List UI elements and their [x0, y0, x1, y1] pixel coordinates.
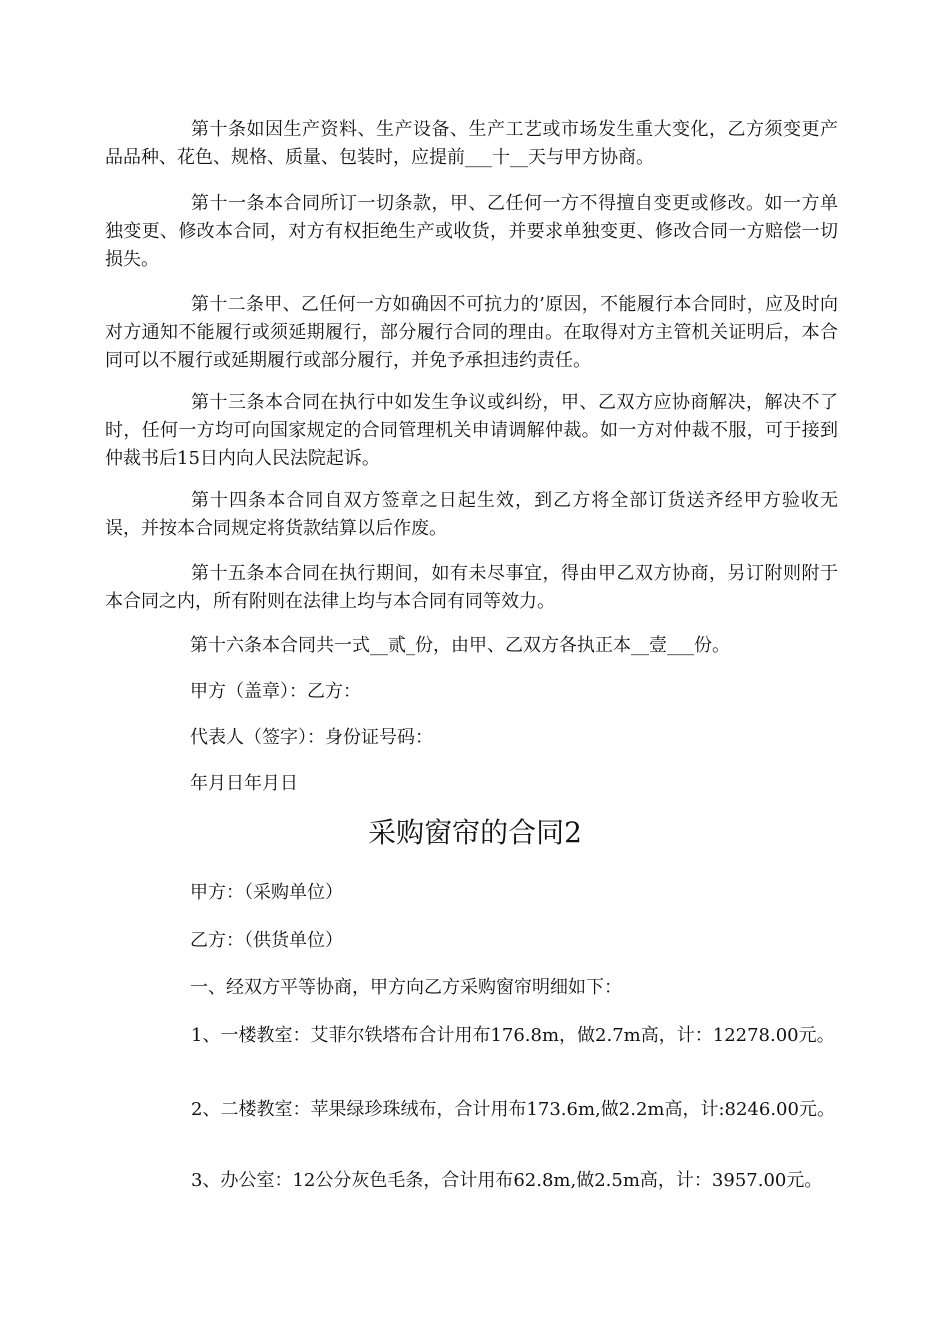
purchase-item-2: 2、二楼教室：苹果绿珍珠绒布，合计用布173.6m,做2.2m高，计:8246.00元。: [191, 1099, 835, 1120]
clause-12: 第十二条甲、乙任何一方如确因不可抗力的’原因，不能履行本合同时，应及时向对方通知不能履行或须延期履行，部分履行合同的理由。在取得对方主管机关证明后，本合同可以不履行或延期履行或部分履行，并免予承担违约责任。: [105, 294, 838, 371]
clause-10: 第十条如因生产资料、生产设备、生产工艺或市场发生重大变化，乙方须变更产品品种、花色、规格、质量、包装时，应提前___十__天与甲方协商。: [105, 119, 838, 168]
purchase-intro: 一、经双方平等协商，甲方向乙方采购窗帘明细如下：: [190, 977, 622, 998]
contract-2-title: 采购窗帘的合同2: [368, 816, 582, 849]
signature-dates: 年月日年月日: [190, 773, 298, 794]
clause-11: 第十一条本合同所订一切条款，甲、乙任何一方不得擅自变更或修改。如一方单独变更、修改本合同，对方有权拒绝生产或收货，并要求单独变更、修改合同一方赔偿一切损失。: [105, 193, 838, 270]
clause-13: 第十三条本合同在执行中如发生争议或纠纷，甲、乙双方应协商解决，解决不了时，任何一方均可向国家规定的合同管理机关申请调解仲裁。如一方对仲裁不服，可于接到仲裁书后15日内向人民法院起诉。: [105, 392, 838, 469]
signature-representatives: 代表人（签字）：身份证号码：: [190, 727, 433, 748]
clause-14: 第十四条本合同自双方签章之日起生效，到乙方将全部订货送齐经甲方验收无误，并按本合同规定将货款结算以后作废。: [105, 490, 838, 539]
purchase-item-3: 3、办公室：12公分灰色毛条，合计用布62.8m,做2.5m高，计：3957.00元。: [191, 1170, 823, 1191]
signature-parties: 甲方（盖章）：乙方：: [190, 681, 361, 702]
party-a: 甲方：（采购单位）: [190, 882, 343, 903]
clause-16: 第十六条本合同共一式__贰_份，由甲、乙双方各执正本__壹___份。: [190, 635, 730, 656]
clause-15: 第十五条本合同在执行期间，如有未尽事宜，得由甲乙双方协商，另订附则附于本合同之内，所有附则在法律上均与本合同有同等效力。: [105, 563, 838, 612]
party-b: 乙方：（供货单位）: [190, 930, 343, 951]
purchase-item-1: 1、一楼教室：艾菲尔铁塔布合计用布176.8m，做2.7m高，计：12278.00元。: [191, 1025, 835, 1046]
